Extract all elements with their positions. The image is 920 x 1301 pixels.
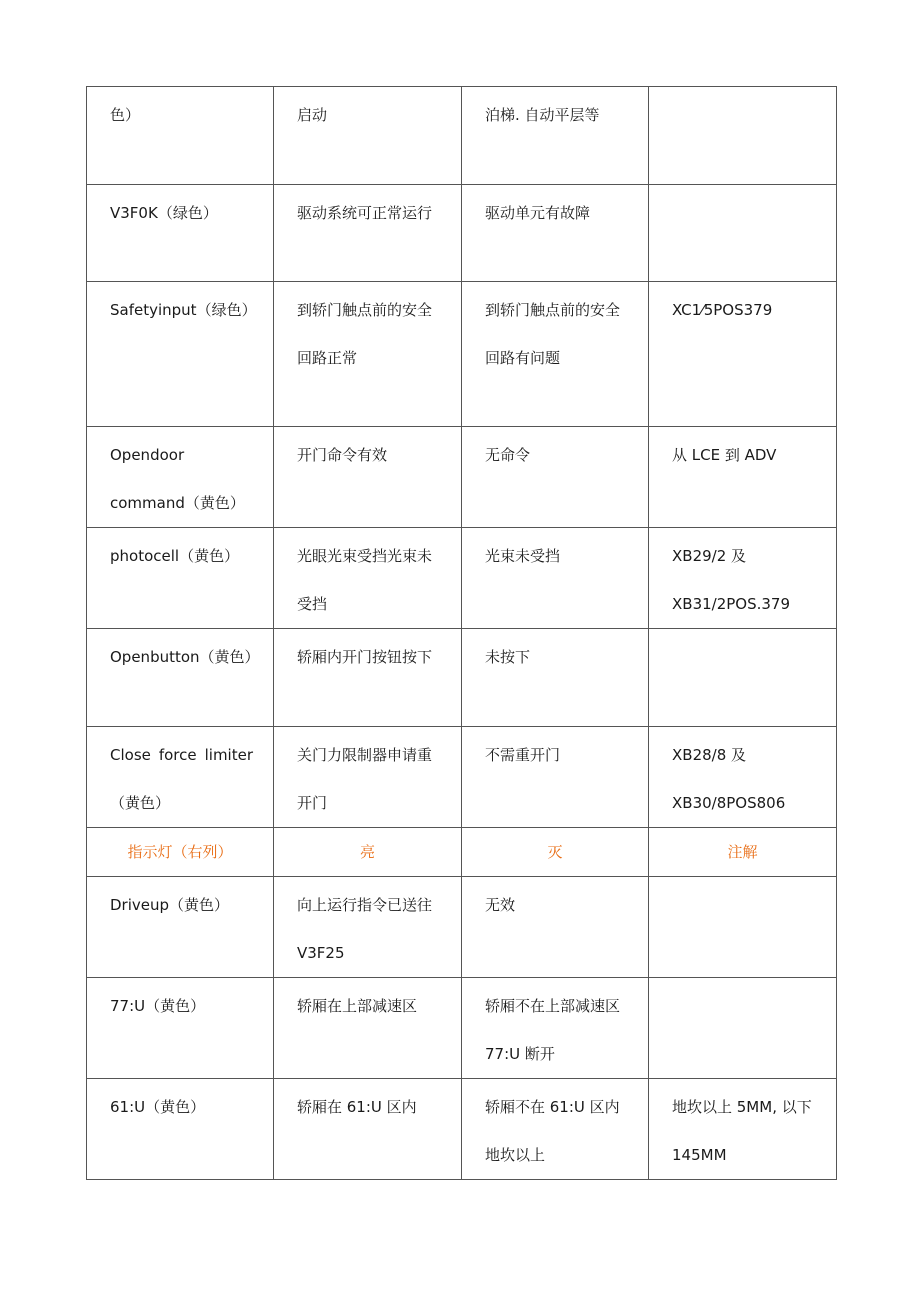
table-row xyxy=(87,978,837,1079)
indicator-name: Close force limiter（黄色） xyxy=(110,746,253,812)
note xyxy=(649,185,836,189)
indicator-name: 77:U（黄色） xyxy=(110,997,206,1015)
on-state: 轿厢内开门按钮按下 xyxy=(297,648,433,666)
note: XB29/2 及 XB31/2POS.379 xyxy=(672,547,791,613)
off-state: 无命令 xyxy=(485,446,531,464)
indicator-name: Driveup（黄色） xyxy=(110,896,230,914)
off-state: 轿厢不在 61:U 区内地坎以上 xyxy=(485,1098,620,1164)
note xyxy=(649,87,836,91)
off-state: 到轿门触点前的安全回路有问题 xyxy=(485,301,621,367)
indicator-name: Opendoor command（黄色） xyxy=(110,446,245,512)
indicator-name: Openbutton（黄色） xyxy=(110,648,260,666)
on-state: 启动 xyxy=(297,106,328,124)
indicator-name: V3F0K（绿色） xyxy=(110,204,218,222)
off-state: 无效 xyxy=(485,896,516,914)
table-row xyxy=(87,629,837,727)
on-state: 驱动系统可正常运行 xyxy=(297,204,433,222)
note: 从 LCE 到 ADV xyxy=(672,446,777,464)
table-row xyxy=(87,185,837,282)
indicator-table xyxy=(86,86,837,1180)
note: XC1⁄5POS379 xyxy=(672,301,773,319)
table-row xyxy=(87,727,837,828)
indicator-name: Safetyinput（绿色） xyxy=(110,301,257,319)
note xyxy=(649,877,836,881)
on-state: 轿厢在 61:U 区内 xyxy=(297,1098,417,1116)
table-row xyxy=(87,427,837,528)
note: 地坎以上 5MM, 以下 145MM xyxy=(672,1098,812,1164)
off-state: 泊梯. 自动平层等 xyxy=(485,106,600,124)
table-header-row xyxy=(87,828,837,877)
off-state: 未按下 xyxy=(485,648,531,666)
table-row xyxy=(87,1079,837,1180)
header-on: 亮 xyxy=(359,843,375,861)
note xyxy=(649,629,836,633)
table-row xyxy=(87,528,837,629)
note xyxy=(649,978,836,982)
on-state: 到轿门触点前的安全回路正常 xyxy=(297,301,433,367)
header-note: 注解 xyxy=(727,843,758,861)
header-indicator: 指示灯（右列） xyxy=(127,843,233,861)
header-off: 灭 xyxy=(547,843,563,861)
on-state: 光眼光束受挡光束未受挡 xyxy=(297,547,433,613)
indicator-name: 色） xyxy=(110,106,141,124)
table-row xyxy=(87,877,837,978)
off-state: 轿厢不在上部减速区 77:U 断开 xyxy=(485,997,621,1063)
on-state: 关门力限制器申请重开门 xyxy=(297,746,433,812)
off-state: 不需重开门 xyxy=(485,746,561,764)
note: XB28/8 及 XB30/8POS806 xyxy=(672,746,786,812)
off-state: 驱动单元有故障 xyxy=(485,204,591,222)
indicator-name: 61:U（黄色） xyxy=(110,1098,206,1116)
on-state: 开门命令有效 xyxy=(297,446,388,464)
on-state: 向上运行指令已送往 V3F25 xyxy=(297,896,433,962)
table-row xyxy=(87,87,837,185)
table-row xyxy=(87,282,837,427)
indicator-name: photocell（黄色） xyxy=(110,547,240,565)
on-state: 轿厢在上部减速区 xyxy=(297,997,418,1015)
off-state: 光束未受挡 xyxy=(485,547,561,565)
